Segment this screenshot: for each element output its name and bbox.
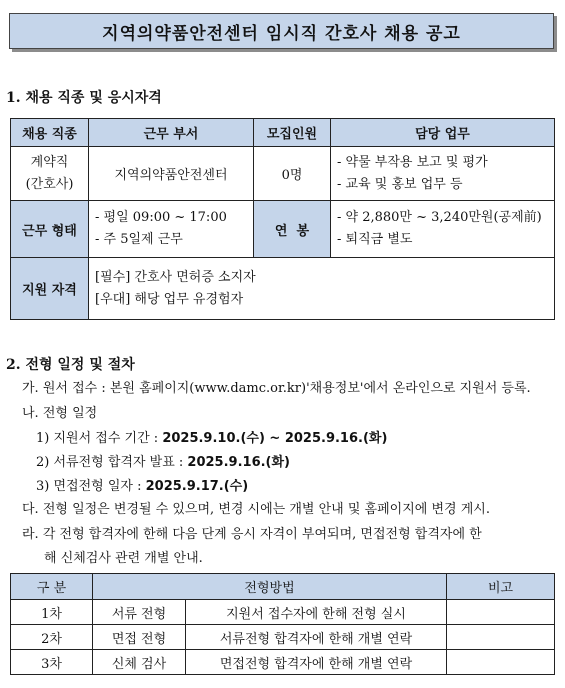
schedule-label: 3) 면접전형 일자 : — [36, 479, 142, 494]
salary-line: - 퇴직금 별도 — [337, 232, 413, 247]
header-headcount: 모집인원 — [254, 119, 331, 147]
qualification-cell — [89, 258, 555, 320]
qualification-line: [우대] 해당 업무 유경험자 — [95, 291, 244, 307]
duty-item: - 약물 부작용 보고 및 평가 — [337, 154, 488, 170]
section2-heading: 2. 전형 일정 및 절차 — [6, 357, 135, 373]
qualification-label: 지원 자격 — [11, 258, 89, 320]
item-ra-line2: 해 신체검사 관련 개별 안내. — [44, 551, 203, 566]
job-type-line1: 계약직 — [30, 154, 69, 170]
table-row — [11, 625, 555, 650]
schedule-value: 2025.9.10.(수) ~ 2025.9.16.(화) — [162, 431, 388, 446]
step-name-cell: 면접 전형 — [93, 625, 186, 650]
step-desc-cell: 지원서 접수자에 한해 전형 실시 — [186, 600, 447, 625]
header-method: 전형방법 — [93, 574, 447, 600]
header-gubun: 구 분 — [11, 574, 93, 600]
eligibility-table — [10, 118, 555, 320]
schedule-label: 2) 서류전형 합격자 발표 : — [36, 455, 184, 470]
schedule-item-3 — [36, 475, 248, 494]
headcount-cell: 0명 — [254, 147, 331, 201]
work-salary-row — [11, 201, 555, 258]
step-note-cell — [447, 650, 555, 675]
work-type-label: 근무 형태 — [11, 201, 89, 258]
header-note: 비고 — [447, 574, 555, 600]
item-ra-line1: 라. 각 전형 합격자에 한해 다음 단계 응시 자격이 부여되며, 면접전형 합격자에 한 — [22, 527, 482, 542]
table-row — [11, 600, 555, 625]
item-na: 나. 전형 일정 — [22, 406, 98, 421]
step-note-cell — [447, 600, 555, 625]
schedule-item-2 — [36, 451, 290, 470]
step-cell: 1차 — [11, 600, 93, 625]
table-row — [11, 650, 555, 675]
qualification-line: [필수] 간호사 면허증 소지자 — [95, 269, 256, 285]
schedule-value: 2025.9.16.(화) — [187, 455, 290, 470]
eligibility-header-row — [11, 119, 555, 147]
salary-line: - 약 2,880만 ~ 3,240만원(공제前) — [337, 210, 542, 225]
work-line: - 주 5일제 근무 — [95, 232, 183, 247]
step-desc-cell: 면접전형 합격자에 한해 개별 연락 — [186, 650, 447, 675]
item-da: 다. 전형 일정은 변경될 수 있으며, 변경 시에는 개별 안내 및 홈페이지에 변경 게시. — [22, 502, 490, 517]
selection-table — [10, 573, 555, 675]
schedule-value: 2025.9.17.(수) — [145, 479, 249, 494]
step-cell: 3차 — [11, 650, 93, 675]
step-note-cell — [447, 625, 555, 650]
salary-label: 연 봉 — [254, 201, 331, 258]
dept-cell: 지역의약품안전센터 — [89, 147, 254, 201]
schedule-label: 1) 지원서 접수 기간 : — [36, 431, 159, 446]
job-type-cell — [11, 147, 89, 201]
eligibility-data-row — [11, 147, 555, 201]
page-title-text: 지역의약품안전센터 임시직 간호사 채용 공고 — [102, 23, 461, 44]
header-dept: 근무 부서 — [89, 119, 254, 147]
header-job: 채용 직종 — [11, 119, 89, 147]
salary-cell — [331, 201, 555, 258]
duty-item: - 교육 및 홍보 업무 등 — [337, 176, 463, 192]
header-duties: 담당 업무 — [331, 119, 555, 147]
step-name-cell: 신체 검사 — [93, 650, 186, 675]
schedule-item-1 — [36, 427, 387, 446]
selection-header-row — [11, 574, 555, 600]
work-type-cell — [89, 201, 254, 258]
section1-heading: 1. 채용 직종 및 응시자격 — [6, 90, 162, 106]
step-desc-cell: 서류전형 합격자에 한해 개별 연락 — [186, 625, 447, 650]
item-ga: 가. 원서 접수 : 본원 홈페이지(www.damc.or.kr)'채용정보'에서 온라인으로 지원서 등록. — [22, 381, 531, 396]
duties-cell — [331, 147, 555, 201]
qualification-row — [11, 258, 555, 320]
page-title — [9, 13, 554, 49]
job-type-line2: (간호사) — [25, 176, 74, 192]
work-line: - 평일 09:00 ~ 17:00 — [95, 210, 227, 225]
step-name-cell: 서류 전형 — [93, 600, 186, 625]
step-cell: 2차 — [11, 625, 93, 650]
